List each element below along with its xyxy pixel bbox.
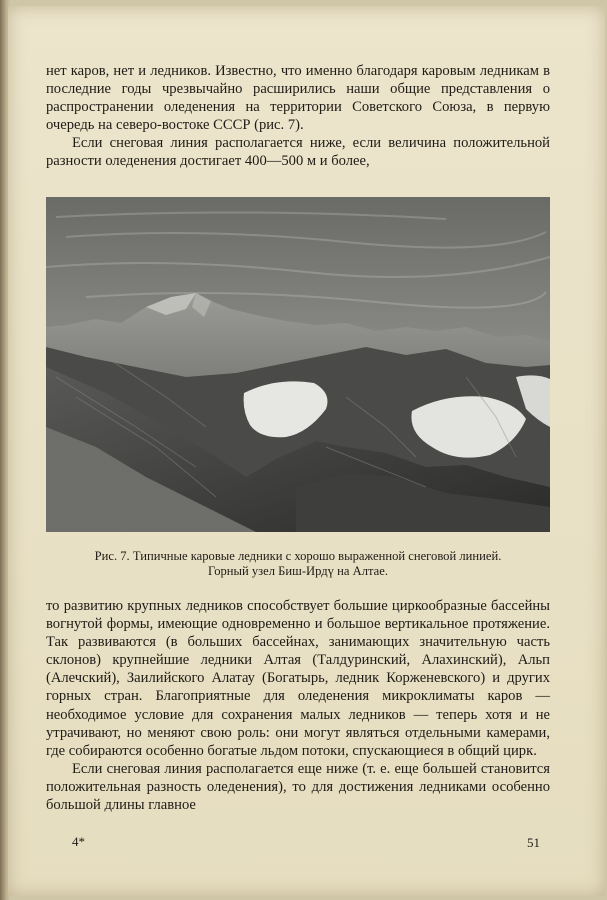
paragraph-large-glaciers: то развитию крупных ледников способствует большие циркообразные бассейны вогнутой формы, имеющие одновременно и большое вертикальное протяжение. Так развиваются (в больших бассейнах, занимающих значительную часть склонов) крупнейшие ледники Алтая (Талдуринский, Алахинский), Альп (Алечский), Заилийского Алатау (Богатырь, ледник Корженевского) и других горных стран. Благоприятные для оледенения микроклиматы каров — необходимое условие для сохранения малых ледников — теперь хотя и не утрачивают, но меняют свою роль: они могут являться отдельными камерами, где собираются особенно богатые льдом потоки, спускающиеся в общий цирк. bbox=[46, 598, 550, 759]
caption-line-1: Рис. 7. Типичные каровые ледники с хорошо выраженной снеговой линией. bbox=[94, 549, 502, 563]
paragraph-snowline: Если снеговая линия располагается ниже, если величина положительной разности оледенения достигает 400—500 м и более, bbox=[46, 135, 550, 170]
paragraph-continuation: нет каров, нет и ледников. Известно, что именно благодаря каровым ледникам в последние годы чрезвычайно расширились наши общие представления о распространении оледенения на территории Советского Союза, в первую очередь на северо-востоке СССР (рис. 7). bbox=[46, 63, 550, 134]
figure-caption bbox=[46, 549, 550, 579]
printer-signature: 4* bbox=[72, 834, 85, 849]
top-text-block bbox=[46, 62, 550, 171]
paragraph-lower-snowline: Если снеговая линия располагается еще ниже (т. е. еще большей становится положительная разность оледенения), то для достижения ледниками особенно большой длины главное bbox=[46, 760, 550, 814]
bottom-text-block bbox=[46, 597, 550, 814]
page-number: 51 bbox=[527, 835, 540, 850]
mountain-glacier-photo bbox=[46, 197, 550, 532]
caption-line-2: Горный узел Биш-Ирдү на Алтае. bbox=[208, 564, 388, 578]
